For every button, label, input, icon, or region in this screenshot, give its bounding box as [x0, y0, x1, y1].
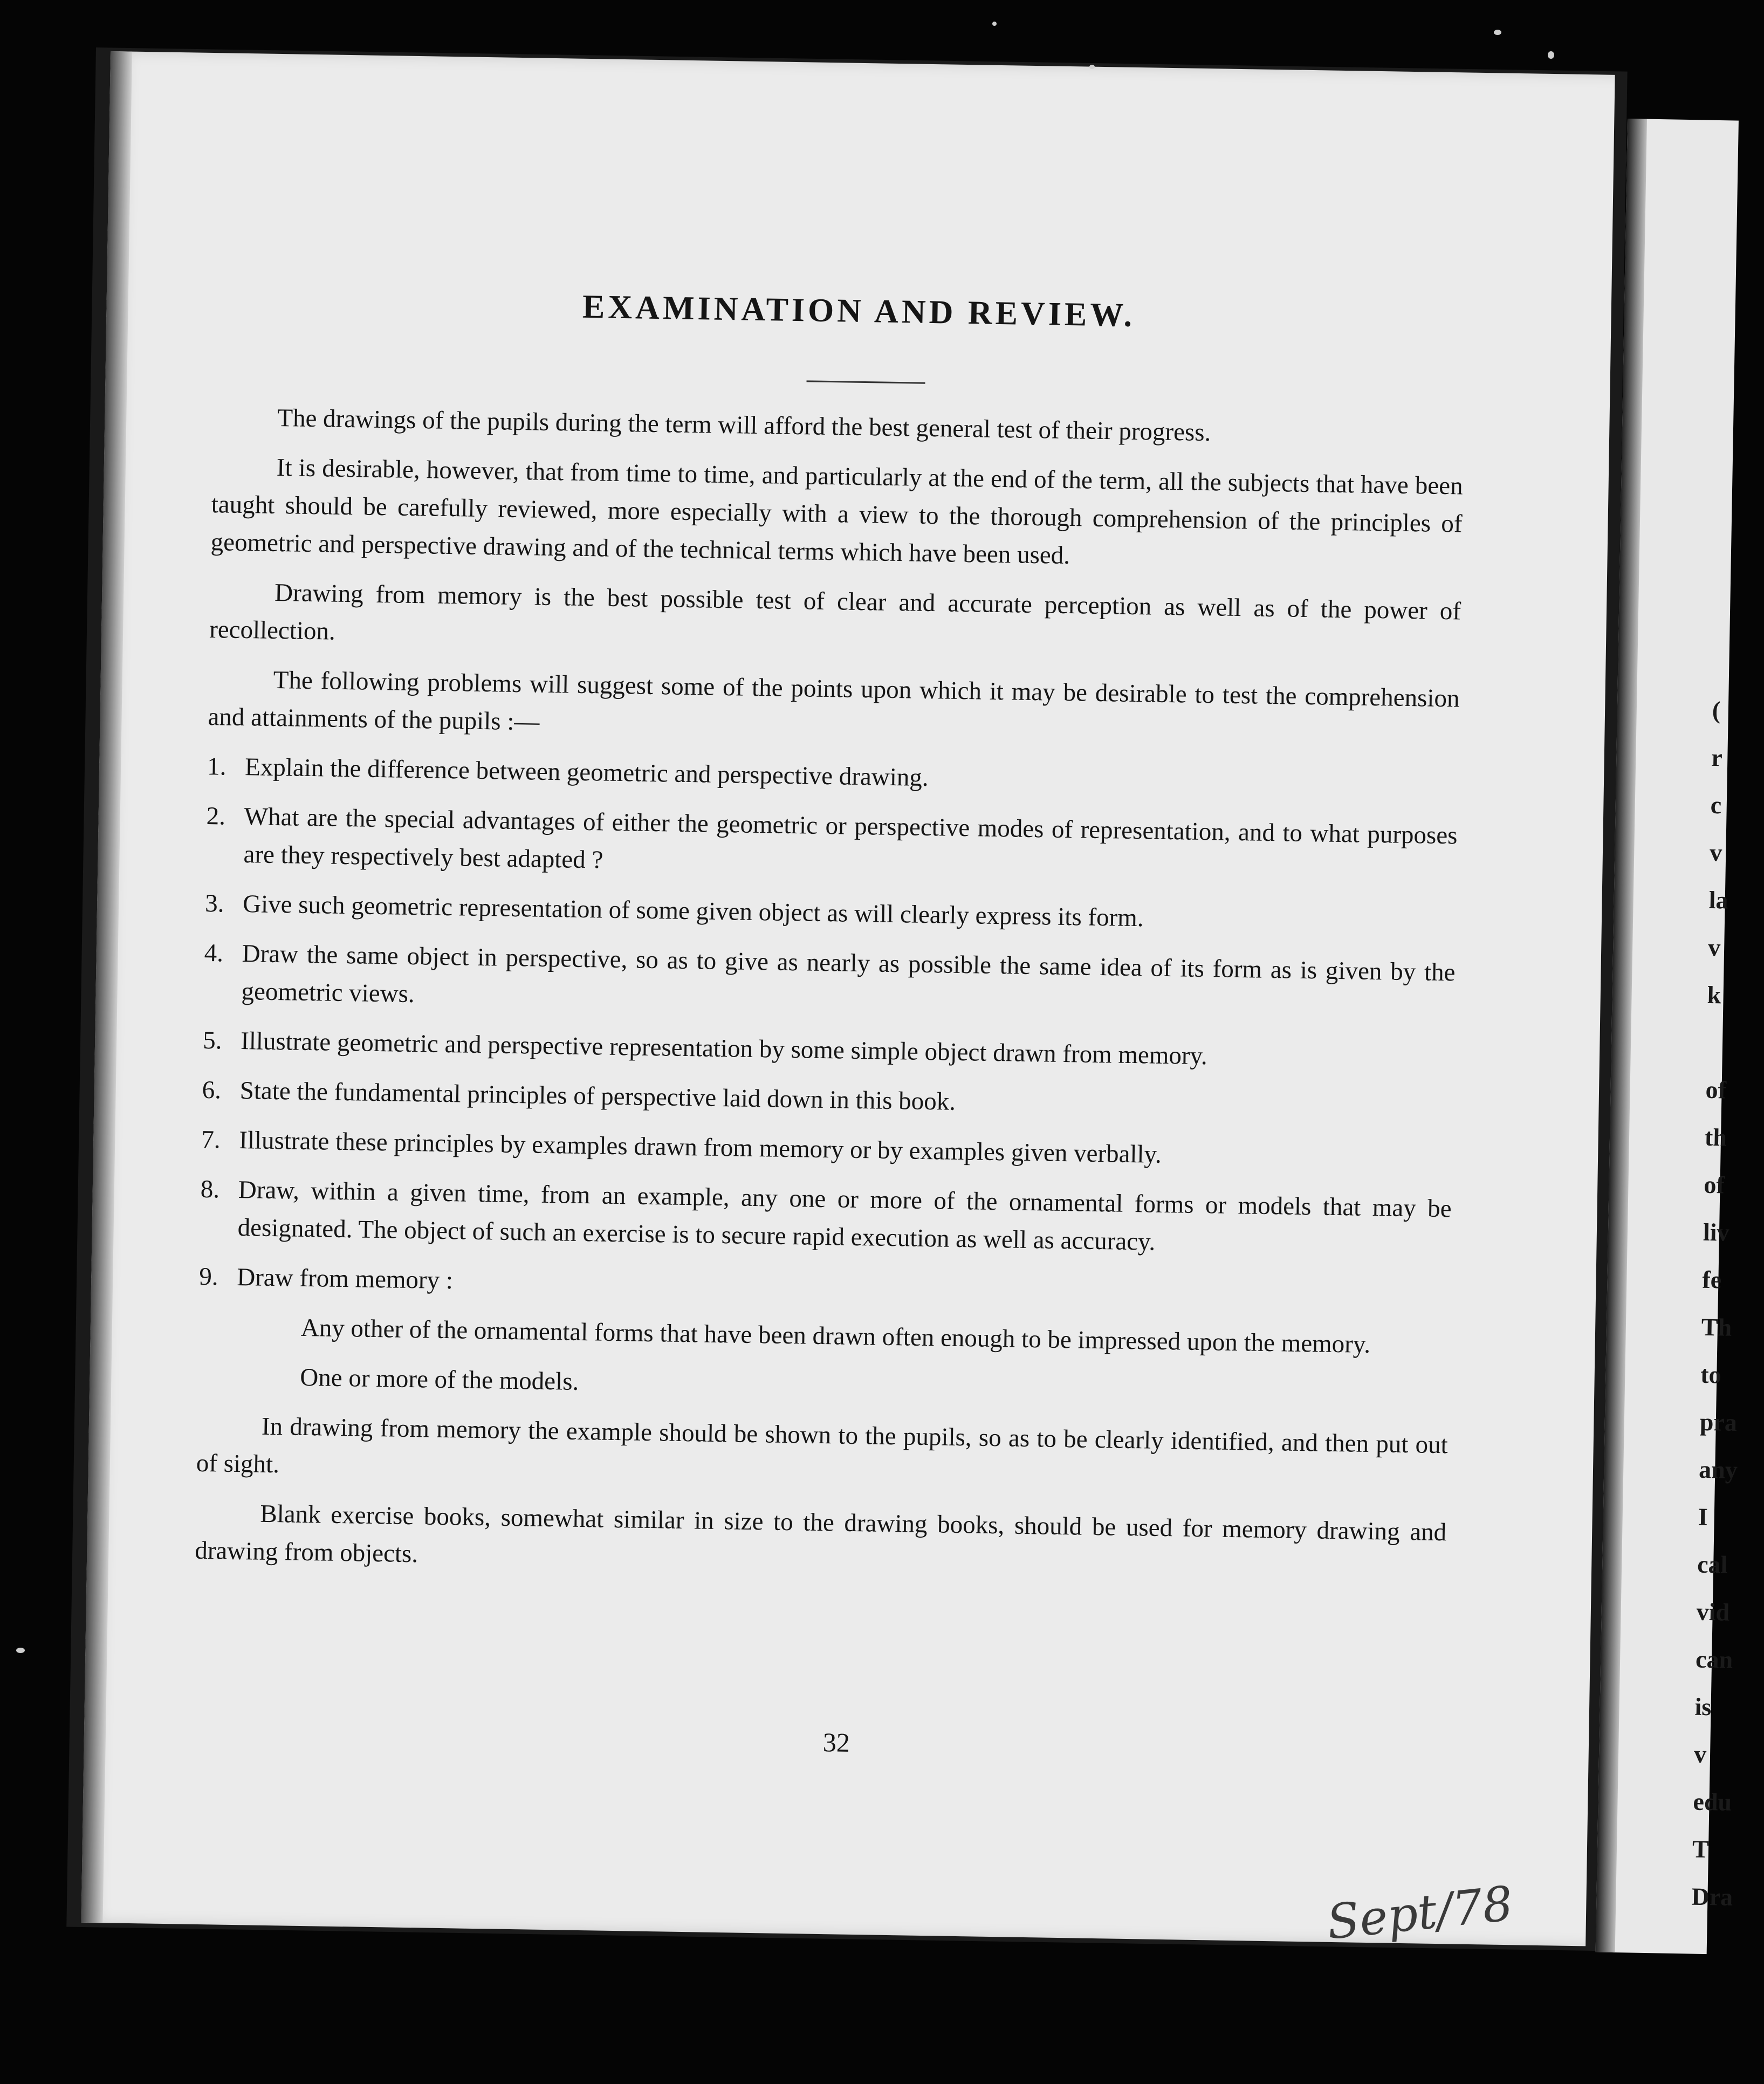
page-title: EXAMINATION AND REVIEW. [582, 288, 1136, 334]
dust-speck [1494, 30, 1501, 35]
problem-text: Illustrate geometric and perspective representation by some simple object drawn from memory. [240, 1027, 1208, 1071]
memory-sublist [300, 1309, 1450, 1414]
closing-paragraph: In drawing from memory the example should be shown to the pupils, so as to be clearly identified, and then put out of sight. [196, 1412, 1449, 1479]
fragment-line: fe [1702, 1265, 1722, 1294]
fragment-line: liv [1703, 1218, 1729, 1246]
problem-text: Draw from memory : [236, 1263, 454, 1295]
problem-item [202, 1071, 1453, 1128]
problem-item [207, 748, 1459, 805]
problem-number: 6. [202, 1075, 222, 1105]
problem-list [197, 748, 1459, 1414]
book-page-left [81, 51, 1615, 1946]
intro-paragraph: The following problems will suggest some of the points upon which it may be desirable to test the comprehension and attainments of the pupils :— [208, 666, 1460, 736]
fragment-line: can [1695, 1645, 1733, 1674]
fragment-line: of [1704, 1170, 1725, 1199]
fragment-line: of [1705, 1075, 1727, 1104]
fragment-line: th [1704, 1123, 1727, 1151]
fragment-line: T [1692, 1835, 1710, 1863]
fragment-line: k [1707, 981, 1721, 1009]
intro-paragraph: Drawing from memory is the best possible test of clear and accurate perception as well as of the power of recollection. [209, 578, 1461, 646]
page-body [194, 398, 1464, 1601]
dust-speck [16, 1648, 25, 1653]
fragment-line: any [1698, 1455, 1738, 1484]
problem-item [203, 934, 1456, 1029]
problem-item [205, 797, 1458, 892]
dust-speck [1548, 51, 1554, 59]
problem-item [205, 885, 1457, 942]
problem-number: 8. [200, 1175, 220, 1204]
problem-item [200, 1170, 1452, 1265]
title-rule [807, 380, 925, 383]
fragment-line: pra [1699, 1408, 1738, 1436]
right-page-text-fragments [1691, 687, 1738, 1921]
fragment-line: v [1707, 933, 1721, 962]
fragment-line: is v [1693, 1692, 1712, 1768]
page-number: 32 [822, 1727, 850, 1758]
problem-text: Draw, within a given time, from an example, any one or more of the ornamental forms or models that may be designated. The object of such an exercise is to secure rapid execution as well as accuracy. [237, 1175, 1452, 1256]
problem-number: 9. [198, 1262, 218, 1291]
problem-text: State the fundamental principles of perspective laid down in this book. [239, 1077, 956, 1116]
fragment-line [1706, 1019, 1725, 1067]
problem-text: Illustrate these principles by examples drawn from memory or by examples given verbally. [238, 1126, 1162, 1169]
intro-paragraph: The drawings of the pupils during the term will afford the best general test of their progress. [277, 403, 1211, 447]
problem-text: Draw the same object in perspective, so as to give as nearly as possible the same idea of its form as is given by the geometric views. [241, 940, 1456, 1009]
problem-item [203, 1022, 1454, 1079]
memory-item: One or more of the models. [300, 1363, 579, 1396]
fragment-line: r [1711, 743, 1723, 772]
fragment-line: Th [1701, 1313, 1732, 1341]
problem-item [199, 1258, 1451, 1315]
problem-number: 2. [206, 801, 226, 831]
fragment-line: ( [1712, 696, 1721, 724]
dust-speck [992, 22, 997, 26]
fragment-line: c [1710, 791, 1722, 819]
memory-item: Any other of the ornamental forms that have been drawn often enough to be impressed upon the memory. [300, 1313, 1371, 1359]
fragment-line: la [1708, 886, 1728, 914]
problem-item [201, 1121, 1453, 1178]
fragment-line: vid [1696, 1598, 1730, 1626]
fragment-line: edu [1693, 1787, 1732, 1816]
problem-text: Give such geometric representation of some given object as will clearly express its form. [242, 890, 1144, 933]
fragment-line: cal [1697, 1550, 1728, 1579]
fragment-line: I [1698, 1503, 1708, 1531]
problem-number: 1. [207, 752, 226, 781]
fragment-line: to [1700, 1360, 1722, 1389]
intro-paragraph: It is desirable, however, that from time to time, and particularly at the end of the term, all the subjects that have been taught should be carefully reviewed, more especially with a view to the thorough comprehension of the principles of geometric and perspective drawing and of the technical terms which have been used. [210, 453, 1464, 570]
problem-text: Explain the difference between geometric and perspective drawing. [244, 753, 929, 792]
handwritten-date-note: Sept/78 [1324, 1875, 1516, 1950]
problem-text: What are the special advantages of either the geometric or perspective modes of representation, and to what purposes are they respectively best adapted ? [243, 803, 1458, 874]
problem-number: 5. [202, 1026, 222, 1055]
problem-number: 4. [204, 938, 224, 968]
fragment-line: Dra [1691, 1882, 1733, 1911]
closing-paragraph: Blank exercise books, somewhat similar in size to the drawing books, should be used for memory drawing and drawing from objects. [194, 1499, 1447, 1568]
problem-number: 7. [201, 1125, 221, 1154]
problem-number: 3. [204, 889, 224, 918]
dust-speck [1089, 65, 1095, 69]
fragment-line: v [1709, 838, 1722, 867]
